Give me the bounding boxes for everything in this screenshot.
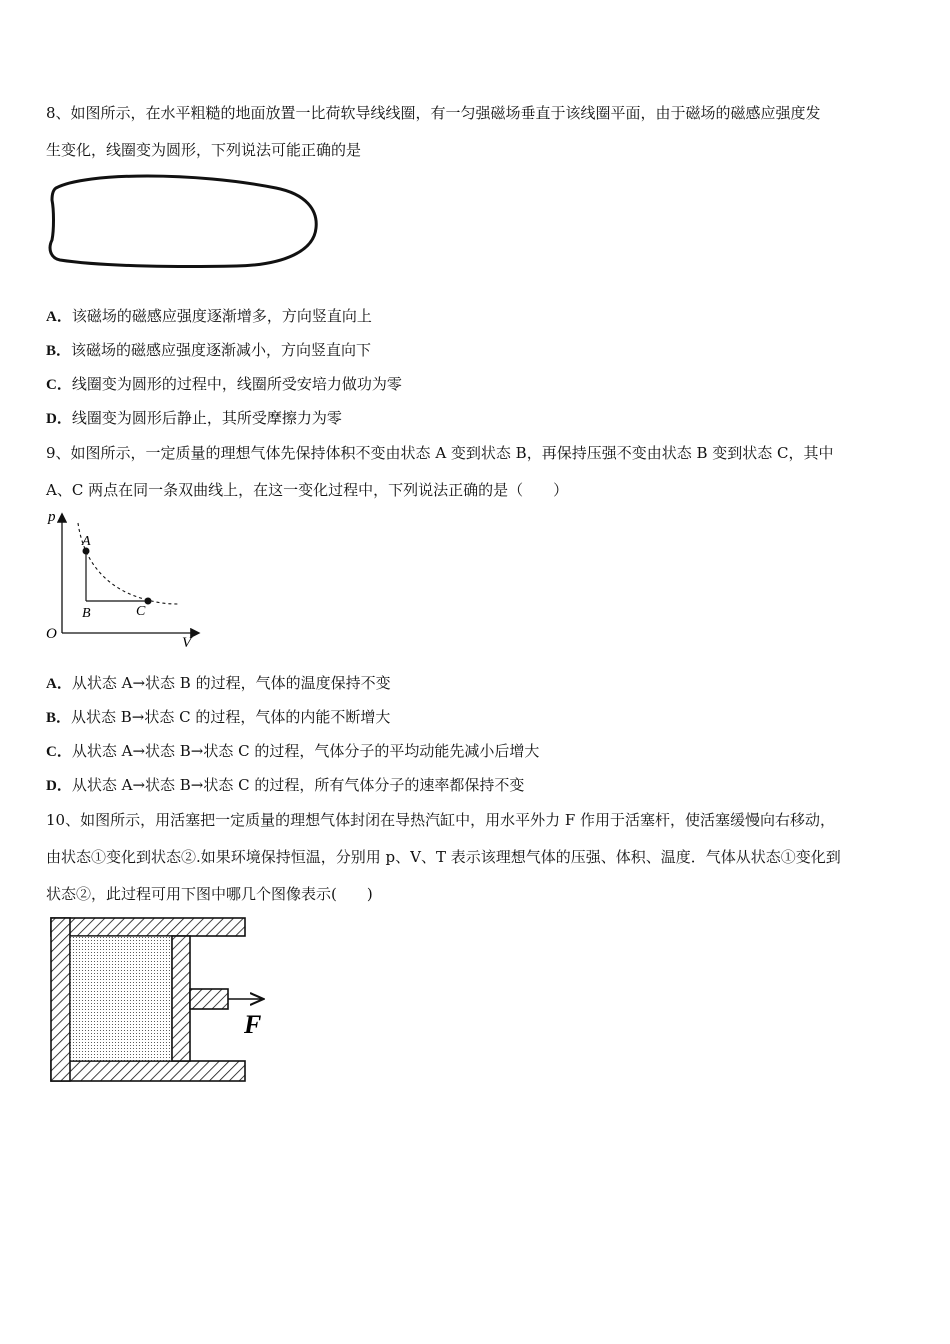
q10-line2: 由状态①变化到状态②.如果环境保持恒温，分别用 p、V、T 表示该理想气体的压强、体积、温度．气体从状态①变化到 — [46, 848, 841, 866]
isotherm-curve — [78, 523, 178, 604]
coil-figure — [46, 170, 321, 270]
q8-option-a: A．该磁场的磁感应强度逐渐增多，方向竖直向上 — [46, 307, 372, 325]
q9-line1: 9、如图所示，一定质量的理想气体先保持体积不变由状态 A 变到状态 B，再保持压强不变由状态 B 变到状态 C，其中 — [46, 444, 834, 462]
q8-option-c: C．线圈变为圆形的过程中，线圈所受安培力做功为零 — [46, 375, 402, 393]
pv-graph — [40, 505, 210, 650]
q9-line2: A、C 两点在同一条双曲线上，在这一变化过程中，下列说法正确的是（ ） — [46, 481, 569, 499]
q9-option-a: A．从状态 A→状态 B 的过程，气体的温度保持不变 — [46, 674, 391, 692]
q8-option-d: D．线圈变为圆形后静止，其所受摩擦力为零 — [46, 409, 342, 427]
label-a: A — [82, 534, 91, 549]
label-v: V — [182, 635, 192, 650]
q8-line1: 8、如图所示，在水平粗糙的地面放置一比荷软导线线圈，有一匀强磁场垂直于该线圈平面，由于磁场的磁感应强度发 — [46, 104, 821, 122]
force-label: F — [244, 1010, 262, 1039]
q8-line2: 生变化，线圈变为圆形，下列说法可能正确的是 — [46, 141, 362, 159]
q10-line3: 状态②，此过程可用下图中哪几个图像表示( ) — [46, 885, 373, 903]
q8-option-b: B．该磁场的磁感应强度逐渐减小，方向竖直向下 — [46, 341, 372, 359]
q10-line1: 10、如图所示，用活塞把一定质量的理想气体封闭在导热汽缸中，用水平外力 F 作用于活塞杆，使活塞缓慢向右移动， — [46, 811, 836, 829]
q9-option-c: C．从状态 A→状态 B→状态 C 的过程，气体分子的平均动能先减小后增大 — [46, 742, 540, 760]
label-b: B — [82, 606, 91, 621]
label-o: O — [46, 626, 57, 642]
cylinder-top-wall — [51, 918, 245, 936]
label-p: p — [48, 509, 56, 525]
gas-region — [70, 936, 172, 1061]
piston — [172, 936, 190, 1061]
point-c — [145, 598, 152, 605]
q9-option-b: B．从状态 B→状态 C 的过程，气体的内能不断增大 — [46, 708, 391, 726]
cylinder-figure — [48, 915, 278, 1090]
q9-option-d: D．从状态 A→状态 B→状态 C 的过程，所有气体分子的速率都保持不变 — [46, 776, 525, 794]
cylinder-left-wall — [51, 918, 70, 1081]
piston-rod — [190, 989, 228, 1009]
coil-loop — [50, 176, 316, 266]
label-c: C — [136, 604, 146, 619]
cylinder-bottom-wall — [51, 1061, 245, 1081]
